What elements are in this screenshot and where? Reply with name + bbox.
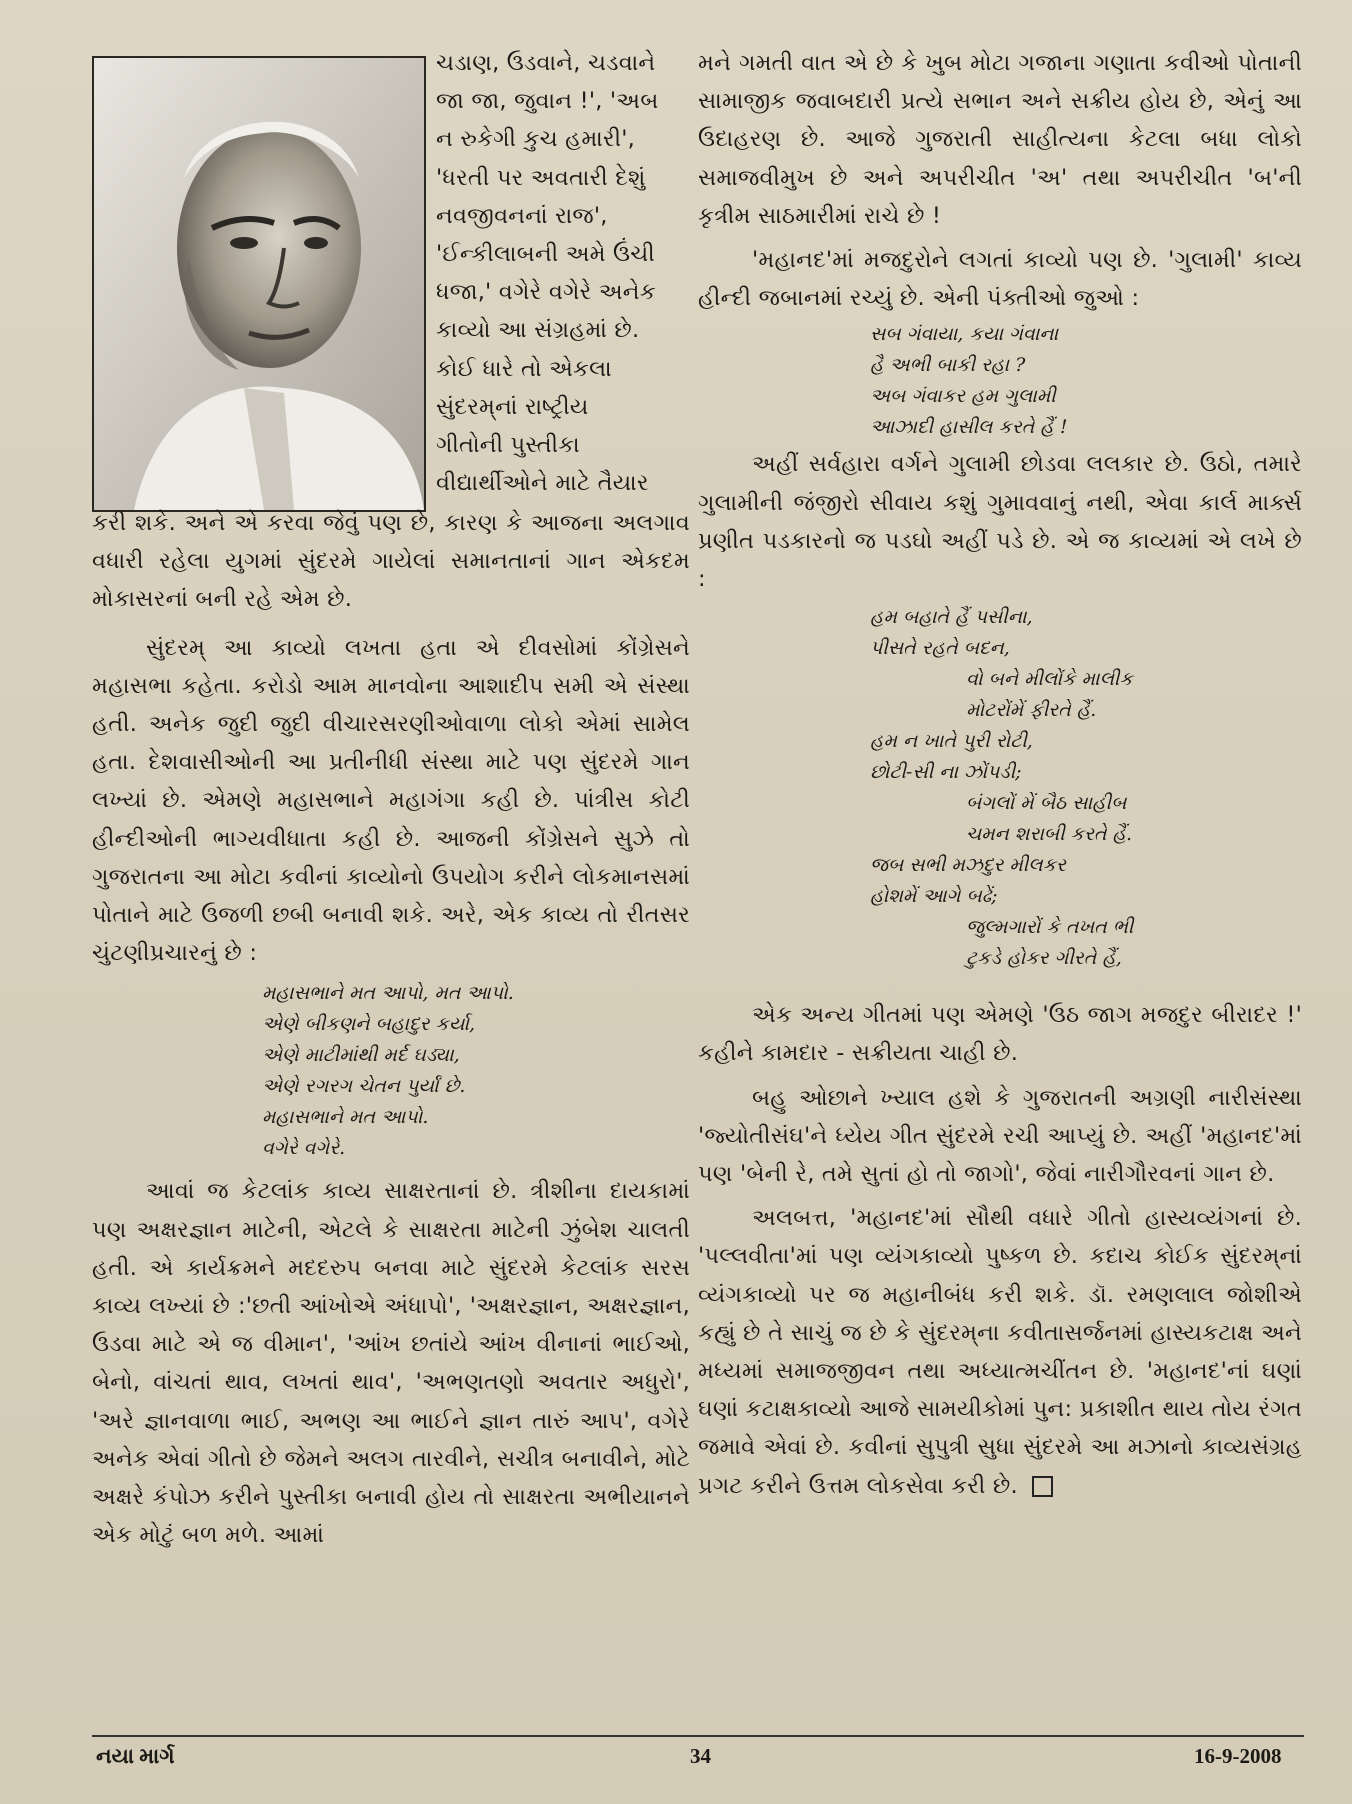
verse-line: બંગલોં મેં બૈઠ સાહીબ	[966, 792, 1127, 815]
verse-line: ટુકડે હોકર ગીરતે હૈં,	[966, 947, 1122, 970]
verse-line: છોટી-સી ના ઝોંપડી;	[870, 761, 1022, 784]
text-beside-portrait	[436, 44, 692, 502]
left-para-2: સુંદરમ્ આ કાવ્યો લખતા હતા એ દીવસોમાં કોંગ્રેસને મહાસભા કહેતા. કરોડો આમ માનવોના આશાદીપ સમી એ સંસ્થા હતી. અનેક જુદી જુદી વીચારસરણીઓવાળા લોકો એમાં સામેલ હતા. દેશવાસીઓની આ પ્રતીનીધી સંસ્થા માટે પણ સુંદરમે ગાન લખ્યાં છે. એમણે મહાસભાને મહાગંગા કહી છે. પાંત્રીસ કોટી હીન્દીઓની ભાગ્યવીધાતા કહી છે. આજની કોંગ્રેસને સુઝે તો ગુજરાતના આ મોટા કવીનાં કાવ્યોનો ઉપયોગ કરીને લોકમાનસમાં પોતાને માટે ઉજળી છબી બનાવી શકે. અરે, એક કાવ્ય તો રીતસર ચુંટણીપ્રચારનું છે :	[92, 634, 690, 967]
verse-line: એણે બીકણને બહાદુર કર્યા,	[262, 1013, 476, 1036]
left-column	[92, 504, 690, 1554]
photo-side-line: 'ઈન્કીલાબની અમે ઉંચી	[436, 241, 655, 268]
verse-line: મહાસભાને મત આપો.	[262, 1106, 429, 1129]
left-para-1: કરી શકે. અને એ કરવા જેવું પણ છે, કારણ કે આજના અલગાવ વધારી રહેલા યુગમાં સુંદરમે ગાયેલાં સમાનતાનાં ગાન એકદમ મોકાસરનાં બની રહે એમ છે.	[92, 510, 690, 613]
verse-line: વગેરે વગેરે.	[262, 1137, 346, 1160]
photo-side-line: જા જા, જુવાન !', 'અબ	[436, 88, 659, 115]
right-para-3: અહીં સર્વહારા વર્ગને ગુલામી છોડવા લલકાર છે. ઉઠો, તમારે ગુલામીની જંજીરો સીવાય કશું ગુમાવવાનું નથી, એવા કાર્લ માર્ક્સ પ્રણીત પડકારનો જ પડઘો અહીં પડે છે. એ જ કાવ્યમાં એ લખે છે :	[698, 451, 1302, 593]
photo-side-line: વીદ્યાર્થીઓને માટે તૈયાર	[436, 470, 649, 497]
verse-line: જબ સભી મઝદુર મીલકર	[870, 854, 1066, 877]
verse-line: હોશમેં આગે બઢેં;	[870, 885, 998, 908]
verse-line: વો બને મીલોંકે માલીક	[966, 668, 1133, 691]
right-verse-1	[870, 319, 1302, 443]
right-para-6-text: અલબત્ત, 'મહાનદ'માં સૌથી વધારે ગીતો હાસ્યવ્યંગનાં છે. 'પલ્લવીતા'માં પણ વ્યંગકાવ્યો પુષ્કળ છે. કદાચ કોઈક સુંદરમ્‌નાં વ્યંગકાવ્યો પર જ મહાનીબંધ કરી શકે. ડૉ. રમણલાલ જોશીએ કહ્યું છે તે સાચું જ છે કે સુંદરમ્‌ના કવીતાસર્જનમાં હાસ્યકટાક્ષ અને મધ્યમાં સમાજજીવન તથા અધ્યાત્મચીંતન છે. 'મહાનદ'નાં ઘણાં ઘણાં કટાક્ષકાવ્યો આજે સામયીકોમાં પુન: પ્રકાશીત થાય તોય રંગત જમાવે એવાં છે. કવીનાં સુપુત્રી સુધા સુંદરમે આ મઝાનો કાવ્યસંગ્રહ પ્રગટ કરીને ઉત્તમ લોકસેવા કરી છે.	[698, 1205, 1302, 1499]
verse-line: સબ ગંવાયા, કયા ગંવાના	[870, 323, 1059, 346]
photo-side-line: 'ધરતી પર અવતારી દેશું	[436, 164, 646, 191]
photo-side-line: સુંદરમ્‌નાં રાષ્ટ્રીય	[436, 393, 589, 420]
right-para-1: મને ગમતી વાત એ છે કે ખુબ મોટા ગજાના ગણાતા કવીઓ પોતાની સામાજીક જવાબદારી પ્રત્યે સભાન અને સક્રીય હોય છે, એનું આ ઉદાહરણ છે. આજે ગુજરાતી સાહીત્યના કેટલા બધા લોકો સમાજવીમુખ છે અને અપરીચીત 'અ' તથા અપરીચીત 'બ'ની કૃત્રીમ સાઠમારીમાં રાચે છે !	[698, 50, 1302, 229]
right-para-5: બહુ ઓછાને ખ્યાલ હશે કે ગુજરાતની અગ્રણી નારીસંસ્થા 'જ્યોતીસંઘ'ને ધ્યેય ગીત સુંદરમે રચી આપ્યું છે. અહીં 'મહાનદ'માં પણ 'બેની રે, તમે સુતાં હો તો જાગો', જેવાં નારીગૌરવનાં ગાન છે.	[698, 1084, 1302, 1188]
verse-line: મહાસભાને મત આપો, મત આપો.	[262, 982, 514, 1005]
right-column	[698, 44, 1302, 1505]
verse-line: એણે માટીમાંથી મર્દ ઘડ્યા,	[262, 1044, 460, 1067]
right-para-2: 'મહાનદ'માં મજદુરોને લગતાં કાવ્યો પણ છે. 'ગુલામી' કાવ્ય હીન્દી જબાનમાં રચ્યું છે. એની પંક્તીઓ જુઓ :	[698, 247, 1302, 312]
footer-divider	[92, 1735, 1304, 1737]
verse-line: એણે રગરગ ચેતન પુર્યાં છે.	[262, 1075, 466, 1098]
verse-line: ચમન શરાબી કરતે હૈં.	[966, 823, 1133, 846]
footer-date: 16-9-2008	[1194, 1744, 1282, 1768]
verse-line: આઝાદી હાસીલ કરતે હૈં !	[870, 416, 1068, 439]
photo-side-line: ચડાણ, ઉડવાને, ચડવાને	[436, 50, 656, 76]
end-of-article-icon	[1032, 1476, 1053, 1497]
footer-page-number: 34	[690, 1744, 711, 1768]
author-portrait	[92, 56, 426, 512]
verse-line: જુલ્મગારોં કે તખત ભી	[966, 916, 1134, 939]
right-para-4: એક અન્ય ગીતમાં પણ એમણે 'ઉઠ જાગ મજદુર બીરાદર !' કહીને કામદાર - સક્રીયતા ચાહી છે.	[698, 1002, 1302, 1067]
left-para-3: આવાં જ કેટલાંક કાવ્ય સાક્ષરતાનાં છે. ત્રીશીના દાયકામાં પણ અક્ષરજ્ઞાન માટેની, એટલે કે સાક્ષરતા માટેની ઝુંબેશ ચાલતી હતી. એ કાર્યક્રમને મદદરુપ બનવા માટે સુંદરમે કેટલાંક સરસ કાવ્ય લખ્યાં છે :'છતી આંખોએ અંધાપો', 'અક્ષરજ્ઞાન, અક્ષરજ્ઞાન, ઉડવા માટે એ જ વીમાન', 'આંખ છતાંયે આંખ વીનાનાં ભાઈઓ, બેનો, વાંચતાં થાવ, લખતાં થાવ', 'અભણતણો અવતાર અધુરો', 'અરે જ્ઞાનવાળા ભાઈ, અભણ આ ભાઈને જ્ઞાન તારું આપ', વગેરે અનેક એવાં ગીતો છે જેમને અલગ તારવીને, સચીત્ર બનાવીને, મોટે અક્ષરે કંપોઝ કરીને પુસ્તીકા બનાવી હોય તો સાક્ષરતા અભીયાનને એક મોટું બળ મળે. આમાં	[92, 1178, 690, 1549]
photo-side-line: નવજીવનનાં રાજ',	[436, 202, 608, 229]
footer-publication: નયા માર્ગ	[96, 1744, 175, 1768]
left-verse	[262, 978, 690, 1164]
photo-side-line: કાવ્યો આ સંગ્રહમાં છે.	[436, 317, 640, 344]
photo-side-line: ધજા,' વગેરે વગેરે અનેક	[436, 279, 656, 306]
photo-side-line: ગીતોની પુસ્તીકા	[436, 432, 580, 459]
portrait-photo	[94, 58, 424, 510]
right-para-6	[698, 1199, 1302, 1505]
right-verse-2	[870, 602, 1302, 974]
verse-line: હમ બહાતે હૈં પસીના,	[870, 606, 1033, 629]
verse-line: અબ ગંવાકર હમ ગુલામી	[870, 385, 1056, 408]
verse-line: પીસતે રહતે બદન,	[870, 637, 1010, 660]
verse-line: મોટરોંમેં ફીરતે હૈં.	[966, 699, 1097, 722]
photo-side-line: કોઈ ધારે તો એકલા	[436, 355, 612, 382]
verse-line: હમ ન ખાતે પુરી રોટી,	[870, 730, 1033, 753]
verse-line: હૈ અભી બાકી રહા ?	[870, 354, 1026, 377]
photo-side-line: ન રુકેગી કુચ હમારી',	[436, 126, 635, 153]
